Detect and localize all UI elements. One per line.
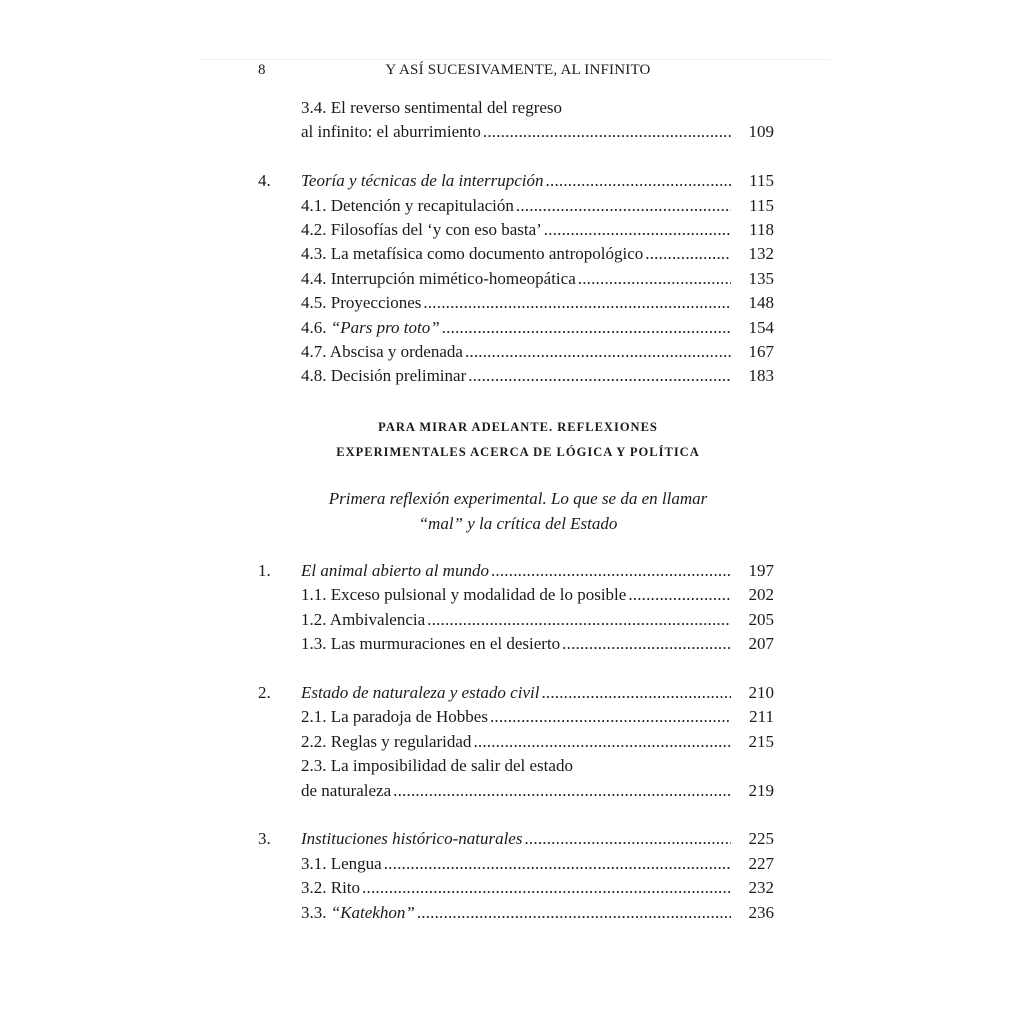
- toc-page-number: 148: [748, 293, 774, 313]
- toc-page-number: 205: [748, 609, 774, 629]
- toc-entry: [258, 852, 778, 876]
- chapter-number: 1.: [258, 561, 271, 581]
- part-heading: PARA MIRAR ADELANTE. REFLEXIONES: [378, 420, 658, 435]
- dot-leader: [417, 901, 731, 925]
- toc-entry-label: 4.7. Abscisa y ordenada: [301, 341, 463, 361]
- toc-page-number: 219: [748, 780, 774, 800]
- toc-page-number: 225: [748, 829, 774, 849]
- table-of-contents: [258, 96, 778, 925]
- dot-leader: [384, 852, 731, 876]
- toc-page-number: 197: [748, 561, 774, 581]
- chapter-title: Estado de naturaleza y estado civil: [301, 683, 540, 703]
- toc-entry-label: 1.1. Exceso pulsional y modalidad de lo posible: [301, 585, 627, 605]
- dot-leader: [442, 316, 731, 340]
- book-title: Y ASÍ SUCESIVAMENTE, AL INFINITO: [385, 62, 651, 78]
- toc-page-number: 215: [748, 731, 774, 751]
- chapter-number: 4.: [258, 171, 271, 191]
- toc-page-number: 236: [748, 902, 774, 922]
- toc-entry-prefix: 3.3.: [301, 902, 331, 922]
- dot-leader: [516, 194, 731, 218]
- dot-leader: [562, 632, 731, 656]
- top-rule: [200, 59, 830, 60]
- part-heading: EXPERIMENTALES ACERCA DE LÓGICA Y POLÍTICA: [336, 445, 700, 460]
- toc-page-number: 232: [748, 878, 774, 898]
- toc-page-number: 167: [748, 341, 774, 361]
- toc-entry-label: 4.4. Interrupción mimético-homeopática: [301, 268, 576, 288]
- toc-entry-label: 4.2. Filosofías del ‘y con eso basta’: [301, 219, 542, 239]
- toc-entry-label: de naturaleza: [301, 780, 392, 800]
- chapter-number: 2.: [258, 683, 271, 703]
- toc-entry-label: 3.1. Lengua: [301, 853, 382, 873]
- toc-entry-italic-title: “Pars pro toto”: [330, 317, 440, 337]
- toc-entry: [258, 632, 778, 656]
- toc-entry: [258, 779, 778, 803]
- dot-leader: [465, 340, 731, 364]
- dot-leader: [491, 559, 731, 583]
- dot-leader: [473, 730, 731, 754]
- toc-entry: [258, 754, 778, 778]
- dot-leader: [362, 876, 731, 900]
- toc-entry-label: 3.2. Rito: [301, 878, 361, 898]
- toc-entry-label: 1.2. Ambivalencia: [301, 609, 426, 629]
- toc-entry-label: al infinito: el aburrimiento: [301, 122, 481, 142]
- toc-entry: [258, 267, 778, 291]
- chapter-title: Instituciones histórico-naturales: [301, 829, 523, 849]
- toc-entry-label: 4.8. Decisión preliminar: [301, 366, 467, 386]
- toc-entry-label: 2.3. La imposibilidad de salir del estado: [301, 756, 573, 776]
- toc-page-number: 210: [748, 683, 774, 703]
- toc-entry: [258, 291, 778, 315]
- toc-page-number: 118: [749, 219, 774, 239]
- running-head: [258, 62, 778, 82]
- dot-leader: [427, 608, 731, 632]
- toc-page-number: 207: [748, 634, 774, 654]
- toc-page-number: 154: [748, 317, 774, 337]
- dot-leader: [483, 120, 731, 144]
- toc-entry-label: 4.1. Detención y recapitulación: [301, 195, 514, 215]
- toc-entry-italic-title: “Katekhon”: [330, 902, 415, 922]
- page-number: 8: [258, 62, 266, 78]
- toc-page-number: 202: [748, 585, 774, 605]
- toc-entry-label: [301, 316, 440, 340]
- toc-entry: [258, 242, 778, 266]
- toc-chapter: [258, 559, 778, 583]
- toc-entry-label: 2.1. La paradoja de Hobbes: [301, 707, 488, 727]
- toc-entry-label: 4.3. La metafísica como documento antropológico: [301, 244, 644, 264]
- chapter-title: El animal abierto al mundo: [301, 561, 489, 581]
- toc-entry-label: [301, 901, 415, 925]
- chapter-title: Teoría y técnicas de la interrupción: [301, 171, 544, 191]
- dot-leader: [541, 681, 731, 705]
- toc-page-number: 109: [748, 122, 774, 142]
- dot-leader: [544, 218, 731, 242]
- dot-leader: [645, 242, 731, 266]
- toc-entry: [258, 901, 778, 925]
- toc-entry: [258, 218, 778, 242]
- toc-entry: [258, 340, 778, 364]
- toc-page-number: 132: [748, 244, 774, 264]
- toc-entry: [258, 120, 778, 144]
- toc-entry-label: 3.4. El reverso sentimental del regreso: [301, 98, 563, 117]
- toc-entry: [258, 876, 778, 900]
- toc-entry: [258, 730, 778, 754]
- dot-leader: [468, 364, 731, 388]
- toc-entry-label: 4.5. Proyecciones: [301, 293, 422, 313]
- toc-chapter: [258, 169, 778, 193]
- toc-entry-label: 1.3. Las murmuraciones en el desierto: [301, 634, 561, 654]
- reflection-heading: “mal” y la crítica del Estado: [418, 514, 618, 534]
- dot-leader: [578, 267, 731, 291]
- toc-page-number: 183: [748, 366, 774, 386]
- toc-entry-label: 2.2. Reglas y regularidad: [301, 731, 472, 751]
- dot-leader: [524, 827, 731, 851]
- toc-entry: [258, 96, 778, 120]
- toc-page-number: 211: [749, 707, 774, 727]
- toc-entry: [258, 364, 778, 388]
- dot-leader: [546, 169, 731, 193]
- toc-entry: [258, 705, 778, 729]
- reflection-heading: Primera reflexión experimental. Lo que se da en llamar: [328, 489, 708, 509]
- toc-entry: [258, 608, 778, 632]
- dot-leader: [393, 779, 731, 803]
- dot-leader: [490, 705, 731, 729]
- toc-entry: [258, 583, 778, 607]
- toc-chapter: [258, 827, 778, 851]
- toc-entry: [258, 194, 778, 218]
- toc-entry-prefix: 4.6.: [301, 317, 331, 337]
- chapter-number: 3.: [258, 829, 271, 849]
- toc-page-number: 115: [749, 171, 774, 191]
- dot-leader: [628, 583, 731, 607]
- toc-page-number: 135: [748, 268, 774, 288]
- toc-page-number: 115: [749, 195, 774, 215]
- toc-page-number: 227: [748, 853, 774, 873]
- toc-chapter: [258, 681, 778, 705]
- toc-entry: [258, 316, 778, 340]
- dot-leader: [423, 291, 731, 315]
